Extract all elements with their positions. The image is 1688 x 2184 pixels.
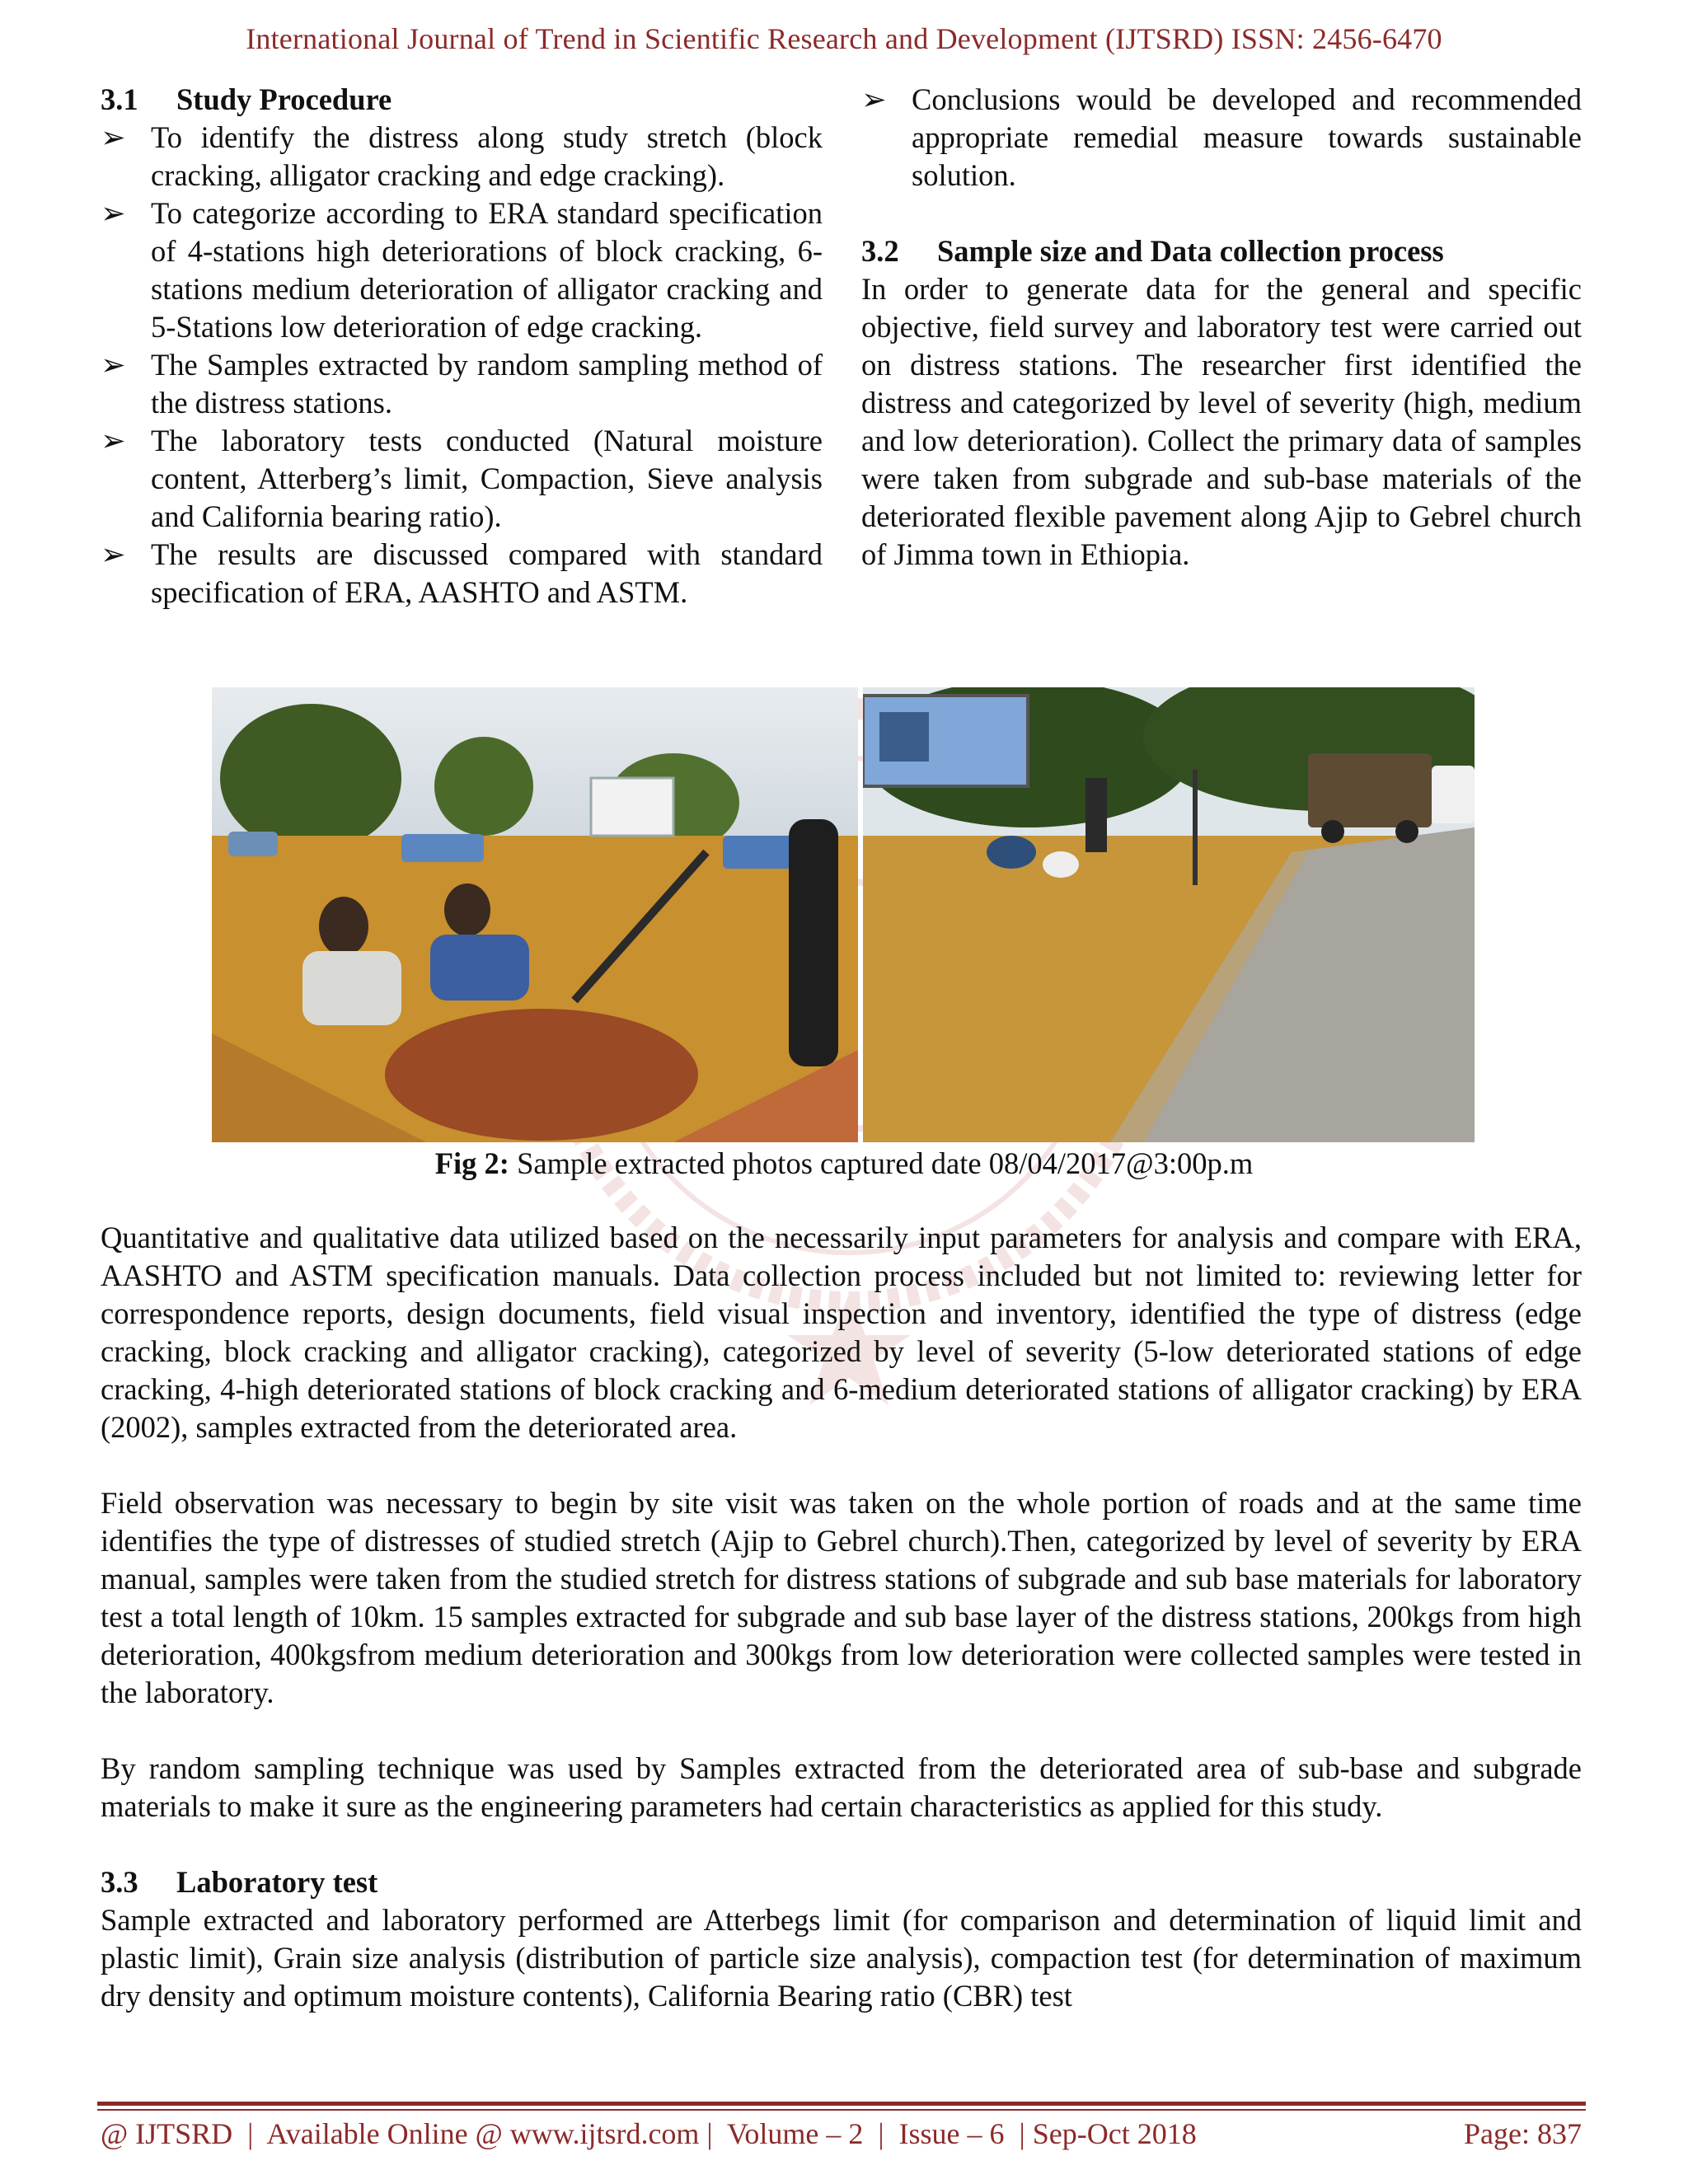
arrow-bullet-icon: ➢ <box>861 82 887 116</box>
section-3-3-text: Sample extracted and laboratory performed are Atterbegs limit (for comparison and determination of liquid limit and plastic limit), Grain size analysis (distribution of particle size analysis), compaction test (for determination of maximum dry density and optimum moisture contents), California Bearing ratio (CBR) test <box>101 1903 1582 2013</box>
list-item: ➢ Conclusions would be developed and recommended appropriate remedial measure towards sustainable solution. <box>861 82 1582 192</box>
photo-sample-extraction-right <box>863 687 1475 1142</box>
footer-rule <box>97 2102 1586 2106</box>
left-column <box>101 81 823 612</box>
page-footer <box>101 2116 1582 2151</box>
section-3-3-heading <box>101 1863 1582 1901</box>
figure-caption <box>0 1146 1688 1181</box>
footer-info: @ IJTSRD | Available Online @ www.ijtsrd.com | Volume – 2 | Issue – 6 | Sep-Oct 2018 <box>101 2117 1197 2150</box>
list-item: ➢ The laboratory tests conducted (Natural moisture content, Atterberg’s limit, Compaction, Sieve analysis and California bearing ratio). <box>101 424 823 533</box>
main-body <box>101 1219 1582 2015</box>
section-number: 3.1 <box>101 82 138 116</box>
paragraph-data-collection: Quantitative and qualitative data utilized based on the necessarily input parameters for analysis and compare with ERA, AASHTO and ASTM specification manuals. Data collection process included but not limited to: reviewing letter for correspondence reports, design documents, field visual inspection and inventory, identified the type of distress (edge cracking, block cracking and alligator cracking), categorized by level of severity (5-low deteriorated stations of edge cracking, 4-high deteriorated stations of block cracking and 6-medium deteriorated stations of alligator cracking) by ERA (2002), samples extracted from the deteriorated area. <box>101 1221 1582 1444</box>
section-number: 3.2 <box>861 234 899 268</box>
arrow-bullet-icon: ➢ <box>101 537 126 571</box>
list-item: ➢ The results are discussed compared with standard specification of ERA, AASHTO and ASTM. <box>101 537 823 609</box>
study-procedure-list-continued <box>861 81 1582 194</box>
figure-label: Fig 2: <box>434 1146 509 1180</box>
arrow-bullet-icon: ➢ <box>101 120 126 154</box>
right-column <box>861 81 1582 574</box>
journal-header: International Journal of Trend in Scientific Research and Development (IJTSRD) ISSN: 2456-6470 <box>246 22 1442 55</box>
section-3-1-heading <box>101 81 823 119</box>
footer-rule-thin <box>97 2109 1586 2111</box>
list-item: ➢ To categorize according to ERA standard specification of 4-stations high deteriorations of block cracking, 6-stations medium deterioration of alligator cracking and 5-Stations low deterioration of edge cracking. <box>101 196 823 344</box>
arrow-bullet-icon: ➢ <box>101 424 126 457</box>
study-procedure-list <box>101 119 823 612</box>
section-number: 3.3 <box>101 1865 138 1899</box>
paragraph-field-observation: Field observation was necessary to begin by site visit was taken on the whole portion of roads and at the same time identifies the type of distresses of studied stretch (Ajip to Gebrel church).Then, categorized by level of severity by ERA manual, samples were taken from the studied stretch for distress stations of subgrade and sub base materials for laboratory test a total length of 10km. 15 samples extracted for subgrade and sub base layer of the distress stations, 200kgs from high deterioration, 400kgsfrom medium deterioration and 300kgs from low deterioration were collected samples were tested in the laboratory. <box>101 1486 1582 1709</box>
section-title: Laboratory test <box>176 1865 378 1899</box>
section-3-2-text: In order to generate data for the general and specific objective, field survey and laboratory test were carried out on distress stations. The researcher first identified the distress and categorized by level of severity (high, medium and low deterioration). Collect the primary data of samples were taken from subgrade and sub-base materials of the deteriorated flexible pavement along Ajip to Gebrel church of Jimma town in Ethiopia. <box>861 272 1582 571</box>
section-title: Study Procedure <box>176 82 392 116</box>
figure-2 <box>212 687 1475 1142</box>
list-item: ➢ To identify the distress along study stretch (block cracking, alligator cracking and edge cracking). <box>101 120 823 192</box>
arrow-bullet-icon: ➢ <box>101 348 126 382</box>
page-number: Page: 837 <box>1464 2117 1582 2150</box>
paragraph-random-sampling: By random sampling technique was used by Samples extracted from the deteriorated area of sub-base and subgrade materials to make it sure as the engineering parameters had certain characteristics as applied for this study. <box>101 1751 1582 1823</box>
section-title: Sample size and Data collection process <box>937 234 1444 268</box>
section-3-2-heading <box>861 232 1582 270</box>
photo-sample-extraction-left <box>212 687 858 1142</box>
figure-caption-text: Sample extracted photos captured date 08/04/2017@3:00p.m <box>517 1146 1254 1180</box>
list-item: ➢ The Samples extracted by random sampling method of the distress stations. <box>101 348 823 419</box>
arrow-bullet-icon: ➢ <box>101 196 126 230</box>
